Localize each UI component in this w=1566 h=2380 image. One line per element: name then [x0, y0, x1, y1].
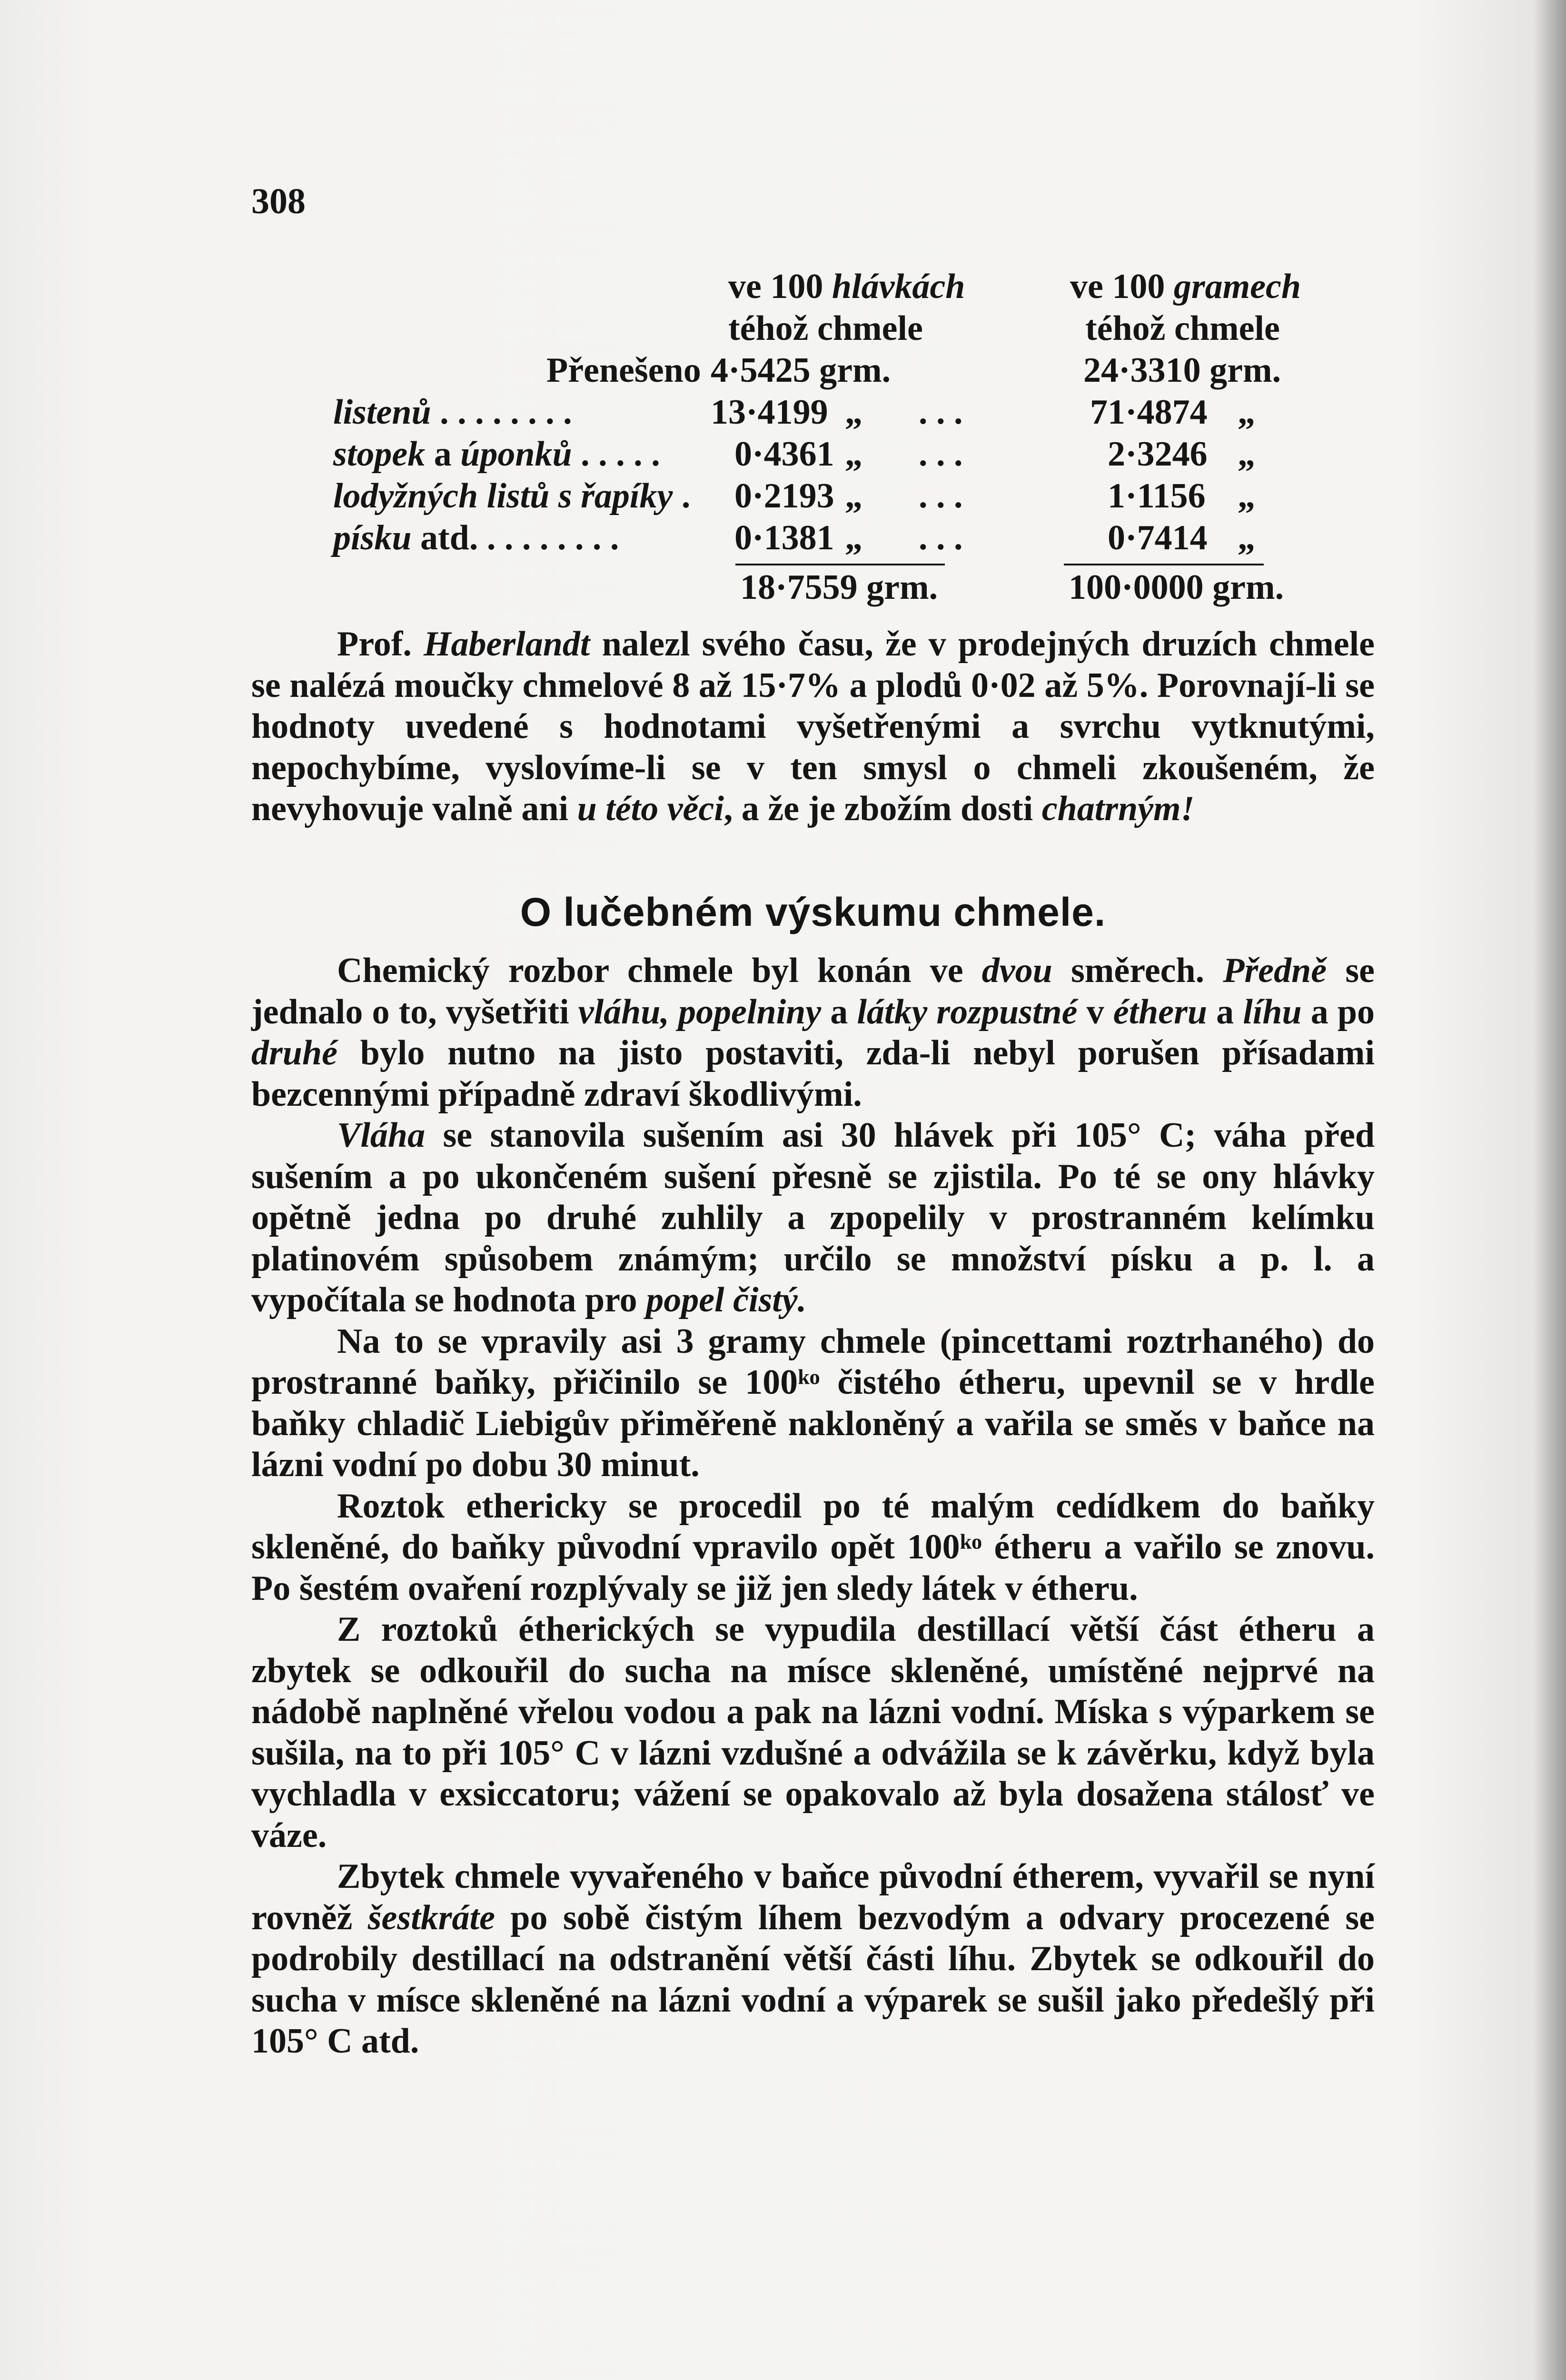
table-row: stopek a úponků . . . . . 0·4361 „ . . . 2·3246 „ — [333, 435, 1255, 474]
sum-rule-b — [1064, 564, 1264, 565]
table-row: písku atd. . . . . . . . . 0·1381 „ . . . 0·7414 „ — [333, 518, 1255, 557]
paragraph-alcohol-extraction: Zbytek chmele vyvařeného v baňce původní étherem, vyvařil se nyní rovněž šestkráte po sobě čistým líhem bezvodým a odvary procezené se podrobily destillací na odstranění větší části líhu. Zbytek se odkouřil do sucha v mísce skleněné na lázni vodní a výparek se sušil jako předešlý při 105° C atd. — [251, 1857, 1375, 2061]
page-edge-shadow — [1533, 0, 1566, 2380]
paragraph-haberlandt: Prof. Haberlandt nalezl svého času, že v prodejných druzích chmele se nalézá moučky chmelové 8 až 15·7% a plodů 0·02 až 5%. Porovnají-li se hodnoty uvedené s hodnotami vyšetřenými a svrchu vytknutými, nepochybíme, vyslovíme-li se v ten smysl o chmeli zkoušeném, že nevyhovuje valně ani u této věci, a že je zbožím dosti chatrným! — [251, 625, 1375, 828]
section-heading: O lučebném výskumu chmele. — [520, 890, 1106, 934]
total-a: 18·7559 grm. — [740, 568, 938, 607]
carry-value-a: 4·5425 grm. — [711, 351, 891, 390]
table-row: lodyžných listů s řapíky . 0·2193 „ . . . 1·1156 „ — [333, 476, 1255, 516]
table-row: listenů . . . . . . . . 13·4199 „ . . . 71·4874 „ — [333, 393, 1255, 432]
col-a-header-line1: ve 100 hlávkách — [728, 267, 965, 306]
body-text — [251, 950, 1375, 2062]
paragraph-ether-extraction: Na to se vpravily asi 3 gramy chmele (pincettami roztrhaného) do prostranné baňky, přičinilo se 100ᵏᵒ čistého étheru, upevnil se v hrdle baňky chladič Liebigův přiměřeně nakloněný a vařila se směs v baňce na lázni vodní po dobu 30 minut. — [251, 1321, 1375, 1484]
col-a-header-line2: téhož chmele — [728, 309, 923, 348]
col-b-header-line1: ve 100 gramech — [1070, 267, 1301, 306]
sum-rule-a — [735, 564, 945, 565]
paragraph-moisture: Vláha se stanovila sušením asi 30 hlávek při 105° C; váha před sušením a po ukončeném sušení přesně se zjistila. Po té se ony hlávky opětně jedna po druhé zuhlily a zpopelily v prostranném kelímku platinovém spůsobem známým; určilo se množství písku a p. l. a vypočítala se hodnota pro popel čistý. — [251, 1116, 1375, 1319]
page-number: 308 — [251, 181, 306, 221]
total-b: 100·0000 grm. — [1069, 568, 1284, 607]
col-b-header-line2: téhož chmele — [1085, 309, 1280, 348]
carry-label: Přenešeno — [546, 351, 701, 390]
paragraph-filtration: Roztok ethericky se procedil po té malým cedídkem do baňky skleněné, do baňky původní vpravilo opět 100ᵏᵒ étheru a vařilo se znovu. Po šestém ovaření rozplývaly se již jen sledy látek v étheru. — [251, 1486, 1375, 1608]
paragraph-distillation: Z roztoků étherických se vypudila destillací větší část étheru a zbytek se odkouřil do sucha na mísce skleněné, umístěné nejprvé na nádobě naplněné vřelou vodou a pak na lázni vodní. Míska s výparkem se sušila, na to při 105° C v lázni vzdušné a odvážila se k závěrku, když byla vychladla v exsiccatoru; vážení se opakovalo až byla dosažena stálosť ve váze. — [251, 1610, 1375, 1855]
paragraph-analysis-intro: Chemický rozbor chmele byl konán ve dvou směrech. Předně se jednalo o to, vyšetřiti vláhu, popelniny a látky rozpustné v étheru a líhu a po druhé bylo nutno na jisto postaviti, zda-li nebyl porušen přísadami bezcennými případně zdraví škodlivými. — [251, 951, 1375, 1114]
carry-value-b: 24·3310 grm. — [1083, 351, 1281, 390]
